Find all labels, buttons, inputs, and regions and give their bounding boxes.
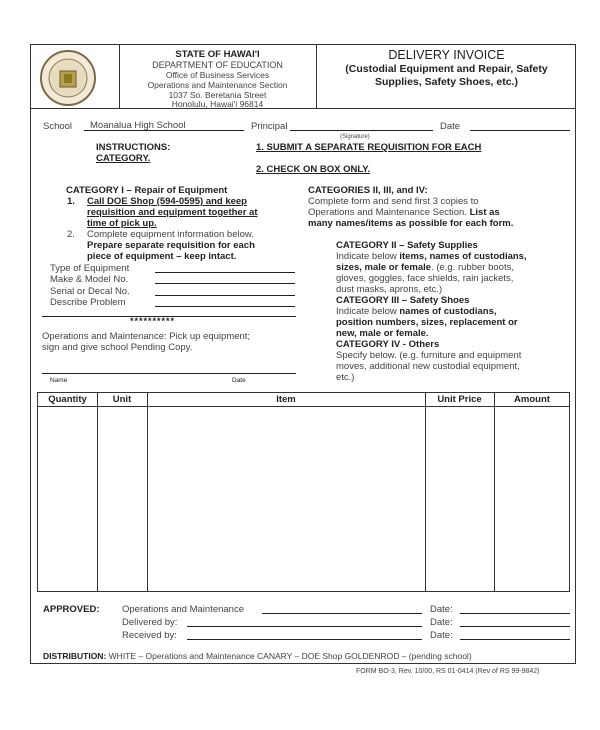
cat2-title: CATEGORY II – Safety Supplies xyxy=(336,240,478,251)
cat3-text-bold: names of custodians, xyxy=(399,306,497,317)
cat2-text: dust masks, aprons, etc.) xyxy=(336,284,443,295)
col-quantity: Quantity xyxy=(38,393,97,407)
school-label: School xyxy=(43,121,73,132)
delivered-date-label: Date: xyxy=(430,617,453,628)
om-signature-field[interactable] xyxy=(262,613,422,614)
describe-problem-label: Describe Problem xyxy=(50,297,126,308)
cat3-text-bold: new, male or female. xyxy=(336,328,429,339)
agency-city: Honolulu, Hawai'i 96814 xyxy=(171,99,264,109)
cat1-title: CATEGORY I – Repair of Equipment xyxy=(66,185,228,196)
col-item: Item xyxy=(147,393,425,407)
date-label-cat1: Date xyxy=(232,377,246,384)
describe-problem-field[interactable] xyxy=(155,306,295,307)
cat1-item1-line: time of pick up. xyxy=(87,218,157,229)
school-field[interactable]: Moanalua High School xyxy=(90,120,186,131)
cat3-title: CATEGORY III – Safety Shoes xyxy=(336,295,470,306)
items-table xyxy=(37,392,570,592)
cat4-text: Specify below. (e.g. furniture and equipment xyxy=(336,350,522,361)
date-label: Date xyxy=(440,121,461,132)
cat1-item1-line: Call DOE Shop (594-0595) and keep xyxy=(87,196,247,207)
om-note: sign and give school Pending Copy. xyxy=(42,342,193,353)
received-by-field[interactable] xyxy=(187,639,422,640)
serial-decal-label: Serial or Decal No. xyxy=(50,286,130,297)
make-model-label: Make & Model No. xyxy=(50,274,129,285)
cat2-text-bold: sizes, male or female xyxy=(336,262,432,273)
delivered-by-field[interactable] xyxy=(187,626,422,627)
form-header xyxy=(30,44,576,109)
agency-department: DEPARTMENT OF EDUCATION xyxy=(152,60,283,70)
signature-label: (Signature) xyxy=(340,134,370,140)
approval-om-label: Operations and Maintenance xyxy=(122,604,244,615)
instructions-category: CATEGORY. xyxy=(96,153,151,164)
approval-date-field[interactable] xyxy=(460,613,570,614)
cats-intro-bold: List as xyxy=(469,207,500,218)
cat2-text-bold: items, names of custodians, xyxy=(399,251,527,262)
cat1-item2: Complete equipment information below. xyxy=(87,229,254,240)
principal-label: Principal xyxy=(251,121,288,132)
state-seal-icon xyxy=(39,49,97,107)
cat4-text: moves, additional new custodial equipment, xyxy=(336,361,520,372)
col-unit: Unit xyxy=(97,393,147,407)
cats-title: CATEGORIES II, III, and IV: xyxy=(308,185,428,196)
form-number: FORM BO-3, Rev. 10/00, RS 01-0414 (Rev of RS 99-9842) xyxy=(356,668,540,675)
instruction-step-1: 1. SUBMIT A SEPARATE REQUISITION FOR EACH xyxy=(256,142,482,153)
cat2-text: . (e.g. rubber boots, xyxy=(431,262,514,273)
name-label: Name xyxy=(50,377,68,384)
date-field[interactable] xyxy=(470,130,570,131)
cat2-text: Indicate below xyxy=(336,251,400,262)
cat4-title: CATEGORY IV - Others xyxy=(336,339,440,350)
type-of-equipment-label: Type of Equipment xyxy=(50,263,130,274)
cats-intro: Operations and Maintenance Section. xyxy=(308,207,467,218)
delivered-by-label: Delivered by: xyxy=(122,617,178,628)
instruction-step-2: 2. CHECK ON BOX ONLY. xyxy=(256,164,371,175)
cats-intro: Complete form and send first 3 copies to xyxy=(308,196,479,207)
make-model-field[interactable] xyxy=(155,283,295,284)
approval-date-label: Date: xyxy=(430,604,453,615)
distribution-text: WHITE – Operations and Maintenance CANARY – DOE Shop GOLDENROD – (pending school) xyxy=(108,651,472,661)
cat1-note: piece of equipment – keep intact. xyxy=(87,251,237,262)
stars-divider: ********** xyxy=(130,316,176,326)
distribution-label: DISTRIBUTION: xyxy=(43,651,107,661)
cat2-text: gloves, goggles, face shields, rain jackets, xyxy=(336,273,514,284)
om-note: Operations and Maintenance: Pick up equipment; xyxy=(42,331,251,342)
received-by-label: Received by: xyxy=(122,630,177,641)
col-unit-price: Unit Price xyxy=(425,393,494,407)
cat1-note: Prepare separate requisition for each xyxy=(87,240,255,251)
instructions-label: INSTRUCTIONS: xyxy=(96,142,171,153)
serial-decal-field[interactable] xyxy=(155,295,295,296)
cat3-text-bold: position numbers, sizes, replacement or xyxy=(336,317,518,328)
cat3-text: Indicate below xyxy=(336,306,400,317)
invoice-title: DELIVERY INVOICE xyxy=(388,48,505,62)
received-date-field[interactable] xyxy=(460,639,570,640)
cat4-text: etc.) xyxy=(336,372,355,383)
agency-street: 1037 So. Beretania Street xyxy=(168,90,267,100)
agency-section: Operations and Maintenance Section xyxy=(147,80,288,90)
col-amount: Amount xyxy=(494,393,570,407)
approved-label: APPROVED: xyxy=(43,604,100,615)
cat1-item2-num: 2. xyxy=(67,229,75,240)
delivered-date-field[interactable] xyxy=(460,626,570,627)
agency-state: STATE OF HAWAI'I xyxy=(175,49,260,60)
invoice-subtitle-2: Supplies, Safety Shoes, etc.) xyxy=(375,76,518,88)
principal-signature-field[interactable] xyxy=(290,130,433,131)
type-of-equipment-field[interactable] xyxy=(155,272,295,273)
cat1-item1-line: requisition and equipment together at xyxy=(87,207,258,218)
received-date-label: Date: xyxy=(430,630,453,641)
name-date-field[interactable] xyxy=(42,373,296,374)
cat1-item1-num: 1. xyxy=(67,196,75,207)
invoice-subtitle-1: (Custodial Equipment and Repair, Safety xyxy=(345,63,548,75)
cats-intro-bold: many names/items as possible for each form. xyxy=(308,218,514,229)
agency-office: Office of Business Services xyxy=(165,70,270,80)
